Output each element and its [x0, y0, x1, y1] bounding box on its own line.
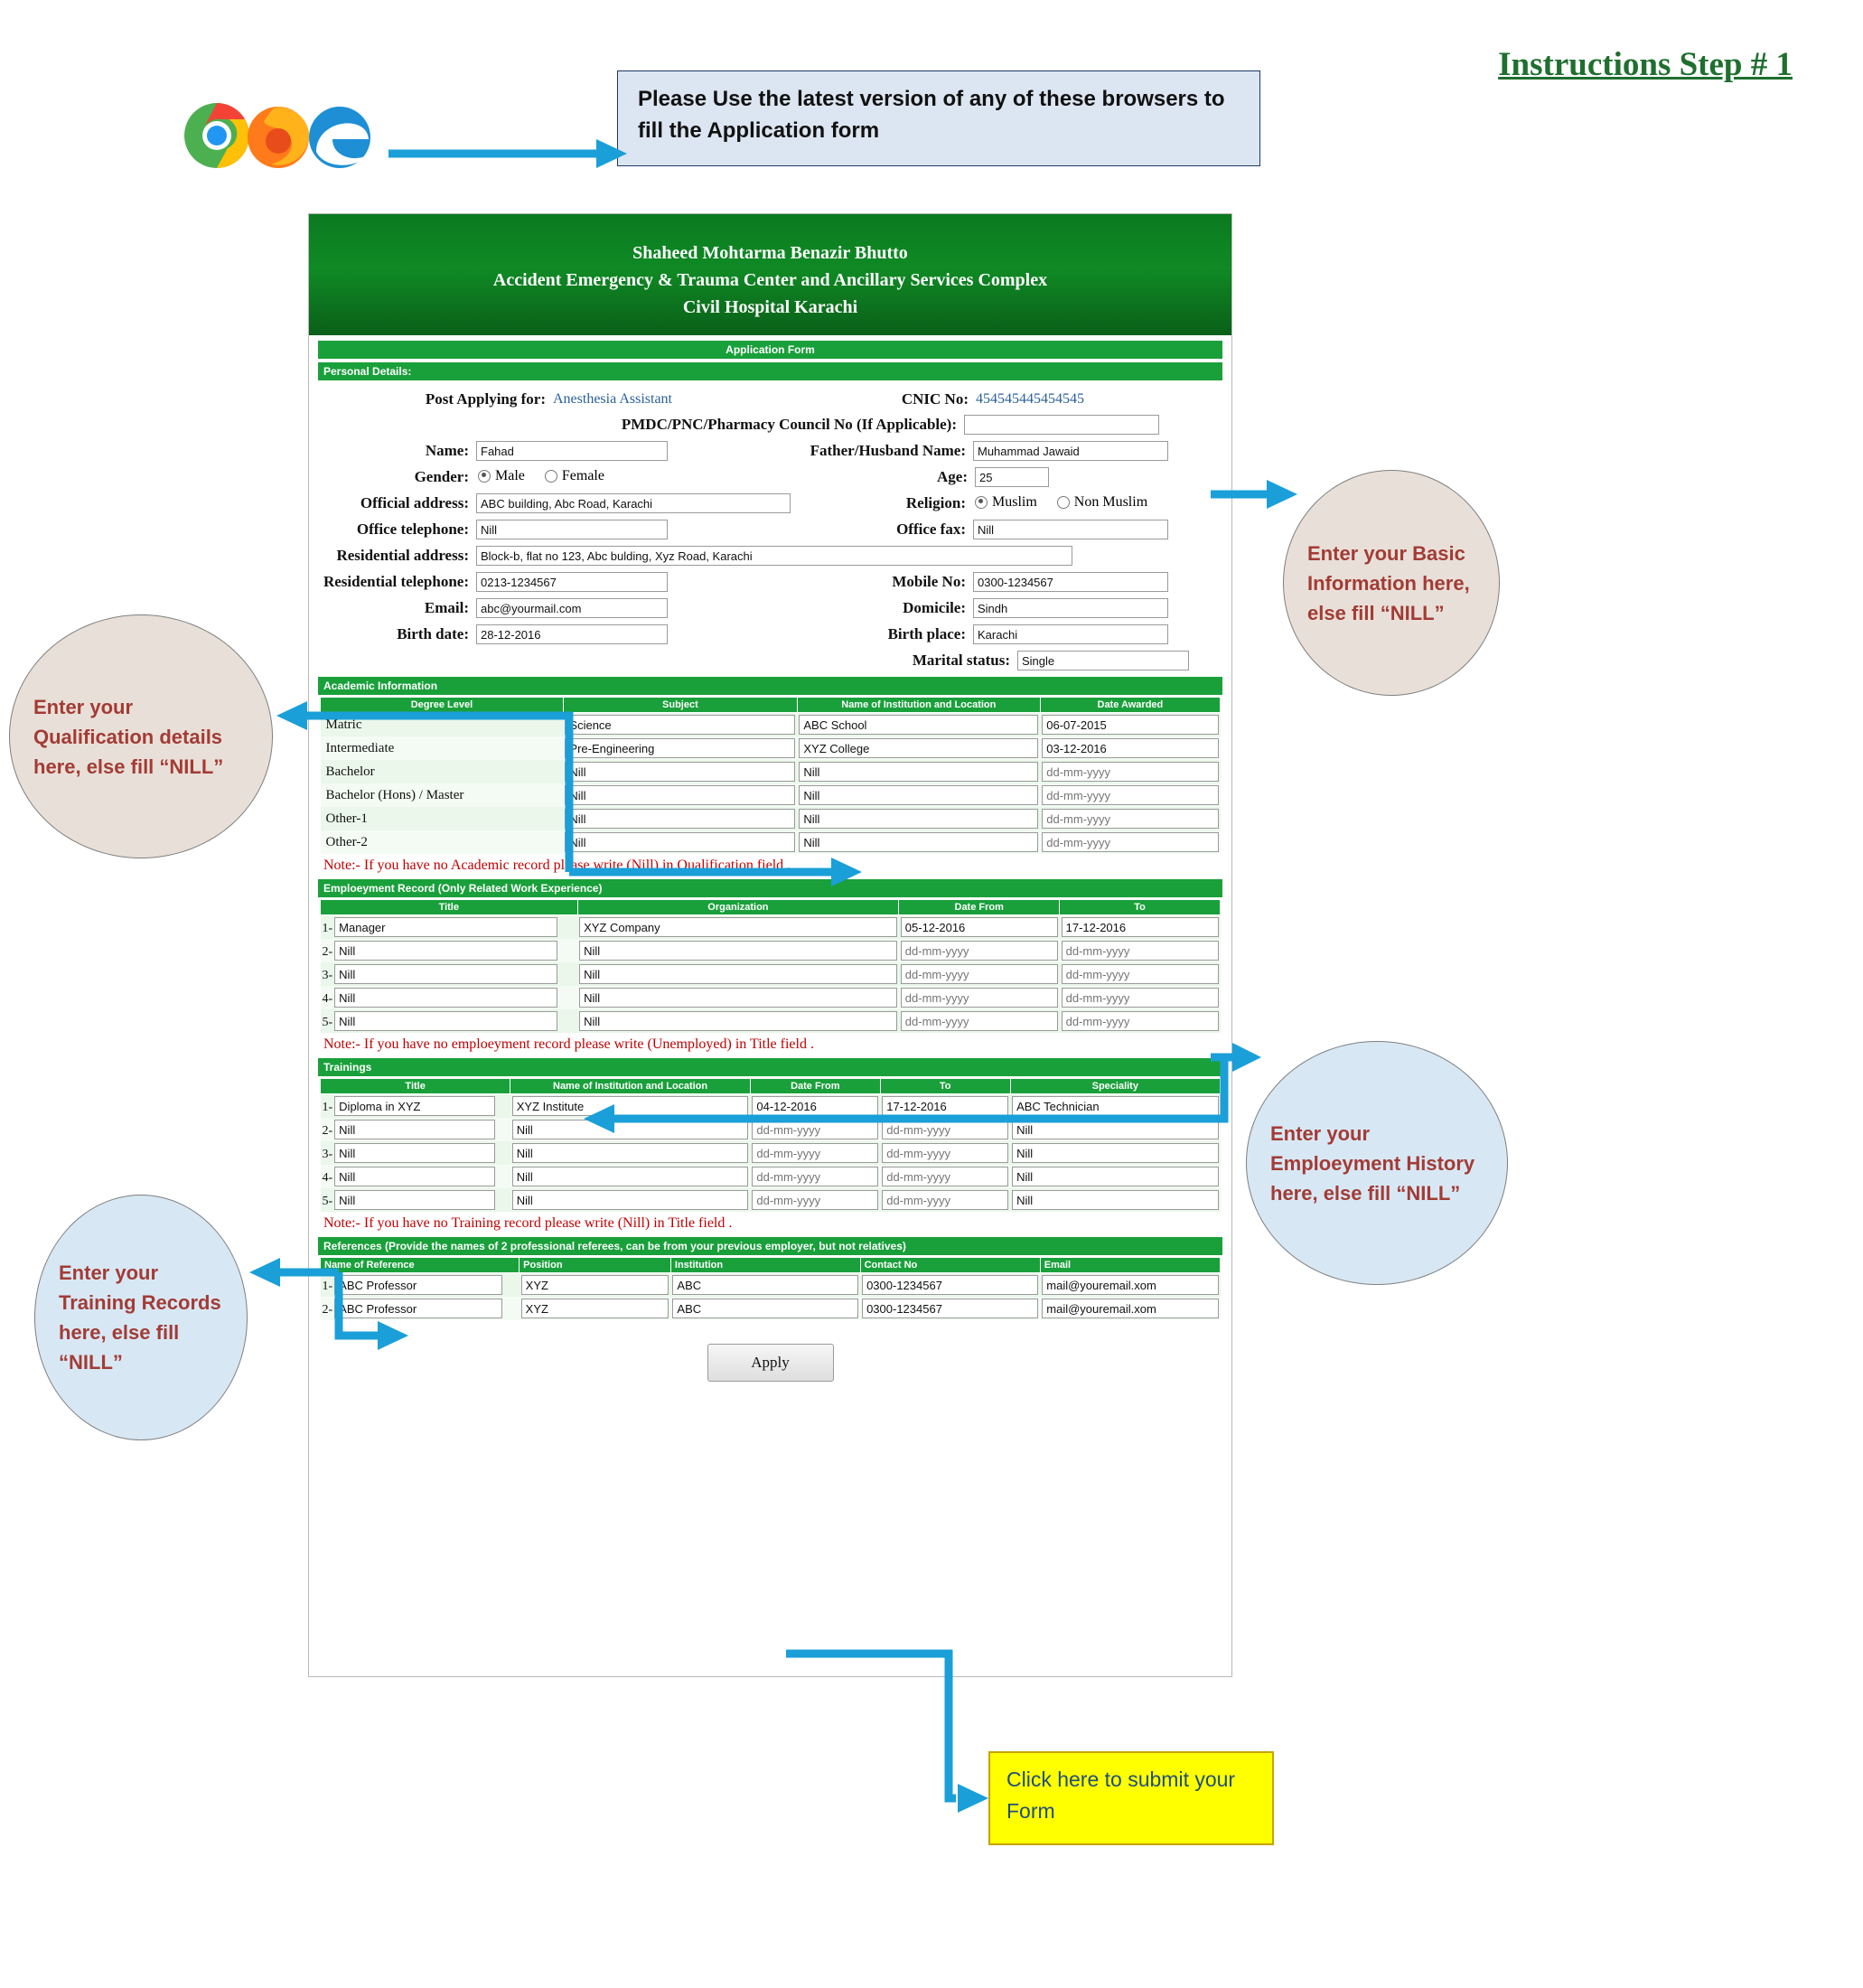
employment-index-3: 4-: [322, 991, 333, 1006]
academic-level-3: Bachelor (Hons) / Master: [321, 783, 564, 807]
training-institution-input-2[interactable]: [512, 1143, 749, 1163]
training-title-input-1[interactable]: [334, 1120, 494, 1139]
employment-index-2: 3-: [322, 968, 333, 982]
reference-contact-input-1[interactable]: [862, 1299, 1038, 1318]
residential-address-input[interactable]: [476, 546, 1072, 566]
table-row: [321, 1273, 1221, 1298]
training-from-input-3[interactable]: [752, 1167, 878, 1186]
employment-index-4: 5-: [322, 1015, 333, 1029]
trainings-header-3: To: [880, 1079, 1010, 1094]
section-academic-information: Academic Information: [318, 677, 1222, 695]
domicile-input[interactable]: [973, 598, 1168, 618]
religion-muslim-label: Muslim: [992, 493, 1037, 510]
age-input[interactable]: [975, 467, 1049, 487]
academic-date-input-5[interactable]: [1042, 832, 1218, 852]
cnic-label: CNIC No:: [901, 390, 969, 408]
academic-subject-input-1[interactable]: [565, 738, 795, 758]
employment-from-input-4[interactable]: [901, 1011, 1058, 1031]
academic-subject-input-4[interactable]: [565, 809, 795, 829]
reference-institution-input-0[interactable]: [672, 1275, 858, 1295]
application-form: [308, 213, 1232, 1677]
trainings-header-2: Date From: [750, 1079, 880, 1094]
academic-level-5: Other-2: [321, 830, 564, 854]
academic-institution-input-3[interactable]: [799, 785, 1038, 805]
form-title-bar: Application Form: [318, 341, 1222, 359]
section-employment-record: Emploeyment Record (Only Related Work Experience): [318, 879, 1222, 897]
religion-nonmuslim-label: Non Muslim: [1073, 493, 1148, 510]
academic-level-2: Bachelor: [321, 760, 564, 783]
academic-level-0: Matric: [321, 713, 564, 737]
employment-from-input-3[interactable]: [901, 988, 1058, 1008]
section-trainings: Trainings: [318, 1058, 1222, 1076]
employment-org-input-1[interactable]: [579, 941, 897, 961]
table-row: [321, 986, 1221, 1009]
council-no-input[interactable]: [964, 415, 1159, 435]
academic-level-4: Other-1: [321, 807, 564, 830]
birth-date-input[interactable]: [476, 624, 668, 644]
academic-header-0: Degree Level: [321, 698, 564, 713]
table-row: [321, 1188, 1221, 1212]
table-row: [321, 1009, 1221, 1033]
table-row: [321, 1297, 1221, 1320]
mobile-no-label: Mobile No:: [892, 573, 966, 590]
religion-nonmuslim-radio[interactable]: [1057, 494, 1147, 511]
employment-index-1: 2-: [322, 944, 333, 959]
table-row: [321, 1165, 1221, 1188]
employment-title-input-3[interactable]: [334, 988, 557, 1008]
religion-label: Religion:: [905, 494, 966, 511]
employment-from-input-0[interactable]: [901, 917, 1058, 937]
name-input[interactable]: [476, 441, 668, 461]
arrow-employment-row: [578, 1057, 1229, 1130]
training-institution-input-3[interactable]: [512, 1167, 749, 1186]
references-header-3: Contact No: [860, 1258, 1040, 1273]
gender-female-label: Female: [561, 467, 604, 483]
references-header-1: Position: [520, 1258, 671, 1273]
callout-training: Enter your Training Records here, else fill “NILL”: [34, 1195, 248, 1440]
academic-note: Note:- If you have no Academic record please write (Nill) in Qualification field .: [323, 858, 791, 873]
reference-position-input-0[interactable]: [521, 1275, 669, 1295]
academic-institution-input-0[interactable]: [799, 715, 1038, 735]
marital-status-label: Marital status:: [912, 652, 1010, 669]
apply-button[interactable]: Apply: [707, 1344, 834, 1382]
religion-muslim-radio[interactable]: [975, 494, 1037, 511]
browser-logos: [181, 99, 398, 172]
father-husband-input[interactable]: [973, 441, 1168, 461]
arrow-to-basic-callout: [1211, 476, 1301, 512]
training-to-input-3[interactable]: [882, 1167, 1008, 1186]
birth-date-label: Birth date:: [397, 625, 469, 642]
training-from-input-2[interactable]: [752, 1143, 878, 1163]
references-header-2: Institution: [670, 1258, 860, 1273]
cnic-value: 454545445454545: [976, 391, 1084, 407]
references-table: [320, 1257, 1221, 1320]
academic-institution-input-4[interactable]: [799, 809, 1038, 829]
marital-status-input[interactable]: [1017, 651, 1189, 670]
employment-to-input-2[interactable]: [1062, 964, 1219, 984]
official-address-input[interactable]: [476, 493, 791, 513]
employment-note: Note:- If you have no emploeyment record please write (Unemployed) in Title field .: [323, 1036, 814, 1052]
edge-icon: [309, 107, 370, 168]
academic-institution-input-2[interactable]: [799, 762, 1038, 782]
office-fax-input[interactable]: [973, 520, 1168, 539]
email-input[interactable]: [476, 598, 668, 618]
domicile-label: Domicile:: [903, 599, 966, 616]
academic-header-1: Subject: [563, 698, 797, 713]
academic-subject-input-0[interactable]: [565, 715, 795, 735]
office-fax-label: Office fax:: [896, 520, 966, 538]
arrow-logos-to-note: [389, 136, 632, 172]
arrow-training-row: [307, 1271, 379, 1352]
browser-note: Please Use the latest version of any of these browsers to fill the Application form: [617, 70, 1260, 166]
academic-date-input-1[interactable]: [1042, 738, 1218, 758]
employment-header-2: Date From: [899, 900, 1060, 915]
residential-telephone-input[interactable]: [476, 572, 668, 592]
training-index-4: 5-: [322, 1194, 333, 1208]
employment-header-1: Organization: [577, 900, 899, 915]
mobile-no-input[interactable]: [973, 572, 1168, 592]
office-telephone-input[interactable]: [476, 520, 668, 539]
section-references: References (Provide the names of 2 professional referees, can be from your previous employer, but not relatives): [318, 1237, 1222, 1255]
training-to-input-2[interactable]: [882, 1143, 1008, 1163]
employment-org-input-0[interactable]: [579, 917, 897, 937]
page-title: Instructions Step # 1: [1498, 46, 1793, 83]
reference-email-input-1[interactable]: [1042, 1299, 1218, 1318]
council-no-label: PMDC/PNC/Pharmacy Council No (If Applicable):: [621, 416, 957, 433]
table-row: [321, 939, 1221, 962]
employment-title-input-0[interactable]: [334, 917, 557, 937]
official-address-label: Official address:: [360, 494, 469, 511]
training-from-input-4[interactable]: [752, 1190, 878, 1210]
training-to-input-4[interactable]: [882, 1190, 1008, 1210]
academic-subject-input-3[interactable]: [565, 785, 795, 805]
trainings-header-4: Speciality: [1010, 1079, 1220, 1094]
trainings-header-0: Title: [321, 1079, 510, 1094]
academic-date-input-4[interactable]: [1042, 809, 1218, 829]
employment-to-input-3[interactable]: [1062, 988, 1219, 1008]
training-index-0: 1-: [322, 1100, 333, 1114]
training-institution-input-4[interactable]: [512, 1190, 749, 1210]
employment-org-input-4[interactable]: [579, 1011, 897, 1031]
reference-institution-input-1[interactable]: [672, 1299, 858, 1318]
table-row: [321, 1141, 1221, 1165]
office-telephone-label: Office telephone:: [356, 520, 469, 538]
training-speciality-input-2[interactable]: [1012, 1143, 1218, 1163]
reference-email-input-0[interactable]: [1042, 1275, 1218, 1295]
academic-date-input-3[interactable]: [1042, 785, 1218, 805]
trainings-note: Note:- If you have no Training record please write (Nill) in Title field .: [323, 1215, 733, 1231]
training-title-input-0[interactable]: [334, 1096, 494, 1116]
references-header-0: Name of Reference: [321, 1258, 520, 1273]
training-index-1: 2-: [322, 1123, 333, 1138]
training-title-input-2[interactable]: [334, 1143, 494, 1163]
employment-header-3: To: [1060, 900, 1221, 915]
post-applying-value: Anesthesia Assistant: [553, 391, 672, 407]
table-row: [321, 915, 1221, 940]
name-label: Name:: [425, 442, 469, 459]
trainings-header-1: Name of Institution and Location: [510, 1079, 751, 1094]
employment-title-input-2[interactable]: [334, 964, 557, 984]
academic-date-input-0[interactable]: [1042, 715, 1218, 735]
gender-label: Gender:: [414, 468, 469, 485]
callout-employment: Enter your Emploeyment History here, else fill “NILL”: [1246, 1041, 1508, 1285]
header-line-3: Civil Hospital Karachi: [682, 297, 858, 317]
training-index-3: 4-: [322, 1170, 333, 1185]
reference-contact-input-0[interactable]: [862, 1275, 1038, 1295]
academic-date-input-2[interactable]: [1042, 762, 1218, 782]
employment-to-input-0[interactable]: [1062, 917, 1219, 937]
email-label: Email:: [424, 599, 469, 616]
callout-basic-information: Enter your Basic Information here, else fill “NILL”: [1283, 470, 1500, 696]
employment-to-input-4[interactable]: [1062, 1011, 1219, 1031]
academic-institution-input-5[interactable]: [799, 832, 1038, 852]
employment-index-0: 1-: [322, 921, 333, 935]
header-line-1: Shaheed Mohtarma Benazir Bhutto: [632, 243, 908, 263]
residential-telephone-label: Residential telephone:: [323, 573, 469, 591]
residential-address-label: Residential address:: [336, 547, 469, 564]
academic-header-2: Name of Institution and Location: [797, 698, 1040, 713]
reference-index-0: 1-: [322, 1279, 333, 1293]
employment-from-input-2[interactable]: [901, 964, 1058, 984]
gender-male-label: Male: [495, 467, 525, 483]
post-applying-label: Post Applying for:: [425, 390, 546, 408]
employment-from-input-1[interactable]: [901, 941, 1058, 961]
header-line-2: Accident Emergency & Trauma Center and Ancillary Services Complex: [492, 270, 1048, 290]
table-row: [321, 962, 1221, 986]
references-header-4: Email: [1040, 1258, 1220, 1273]
birth-place-label: Birth place:: [887, 625, 966, 642]
training-speciality-input-4[interactable]: [1012, 1190, 1218, 1210]
firefox-icon: [248, 107, 309, 168]
chrome-icon: [184, 103, 249, 168]
reference-position-input-1[interactable]: [521, 1299, 669, 1318]
employment-header-0: Title: [321, 900, 578, 915]
employment-org-input-3[interactable]: [579, 988, 897, 1008]
reference-index-1: 2-: [322, 1302, 333, 1317]
age-label: Age:: [937, 468, 968, 485]
academic-subject-input-2[interactable]: [565, 762, 795, 782]
academic-level-1: Intermediate: [321, 736, 564, 760]
callout-qualification: Enter your Qualification details here, else fill “NILL”: [9, 614, 273, 858]
academic-institution-input-1[interactable]: [799, 738, 1038, 758]
father-husband-label: Father/Husband Name:: [810, 442, 966, 460]
submit-note: Click here to submit your Form: [988, 1751, 1274, 1845]
arrow-apply-to-submit-note: [786, 1636, 1003, 1807]
arrow-to-qualification-callout: [271, 696, 578, 867]
personal-details-body: [309, 380, 1231, 670]
gender-male-radio[interactable]: [478, 468, 525, 484]
academic-header-3: Date Awarded: [1040, 698, 1220, 713]
training-index-2: 3-: [322, 1147, 333, 1161]
training-title-input-3[interactable]: [334, 1167, 494, 1186]
employment-title-input-4[interactable]: [334, 1011, 557, 1031]
employment-org-input-2[interactable]: [579, 964, 897, 984]
employment-title-input-1[interactable]: [334, 941, 557, 961]
form-header: [309, 214, 1231, 335]
employment-table: [320, 899, 1221, 1033]
gender-female-radio[interactable]: [545, 468, 604, 484]
academic-subject-input-5[interactable]: [565, 832, 795, 852]
employment-to-input-1[interactable]: [1062, 941, 1219, 961]
section-personal-details: Personal Details:: [318, 362, 1222, 380]
training-title-input-4[interactable]: [334, 1190, 494, 1210]
birth-place-input[interactable]: [973, 624, 1168, 644]
training-speciality-input-3[interactable]: [1012, 1167, 1218, 1186]
